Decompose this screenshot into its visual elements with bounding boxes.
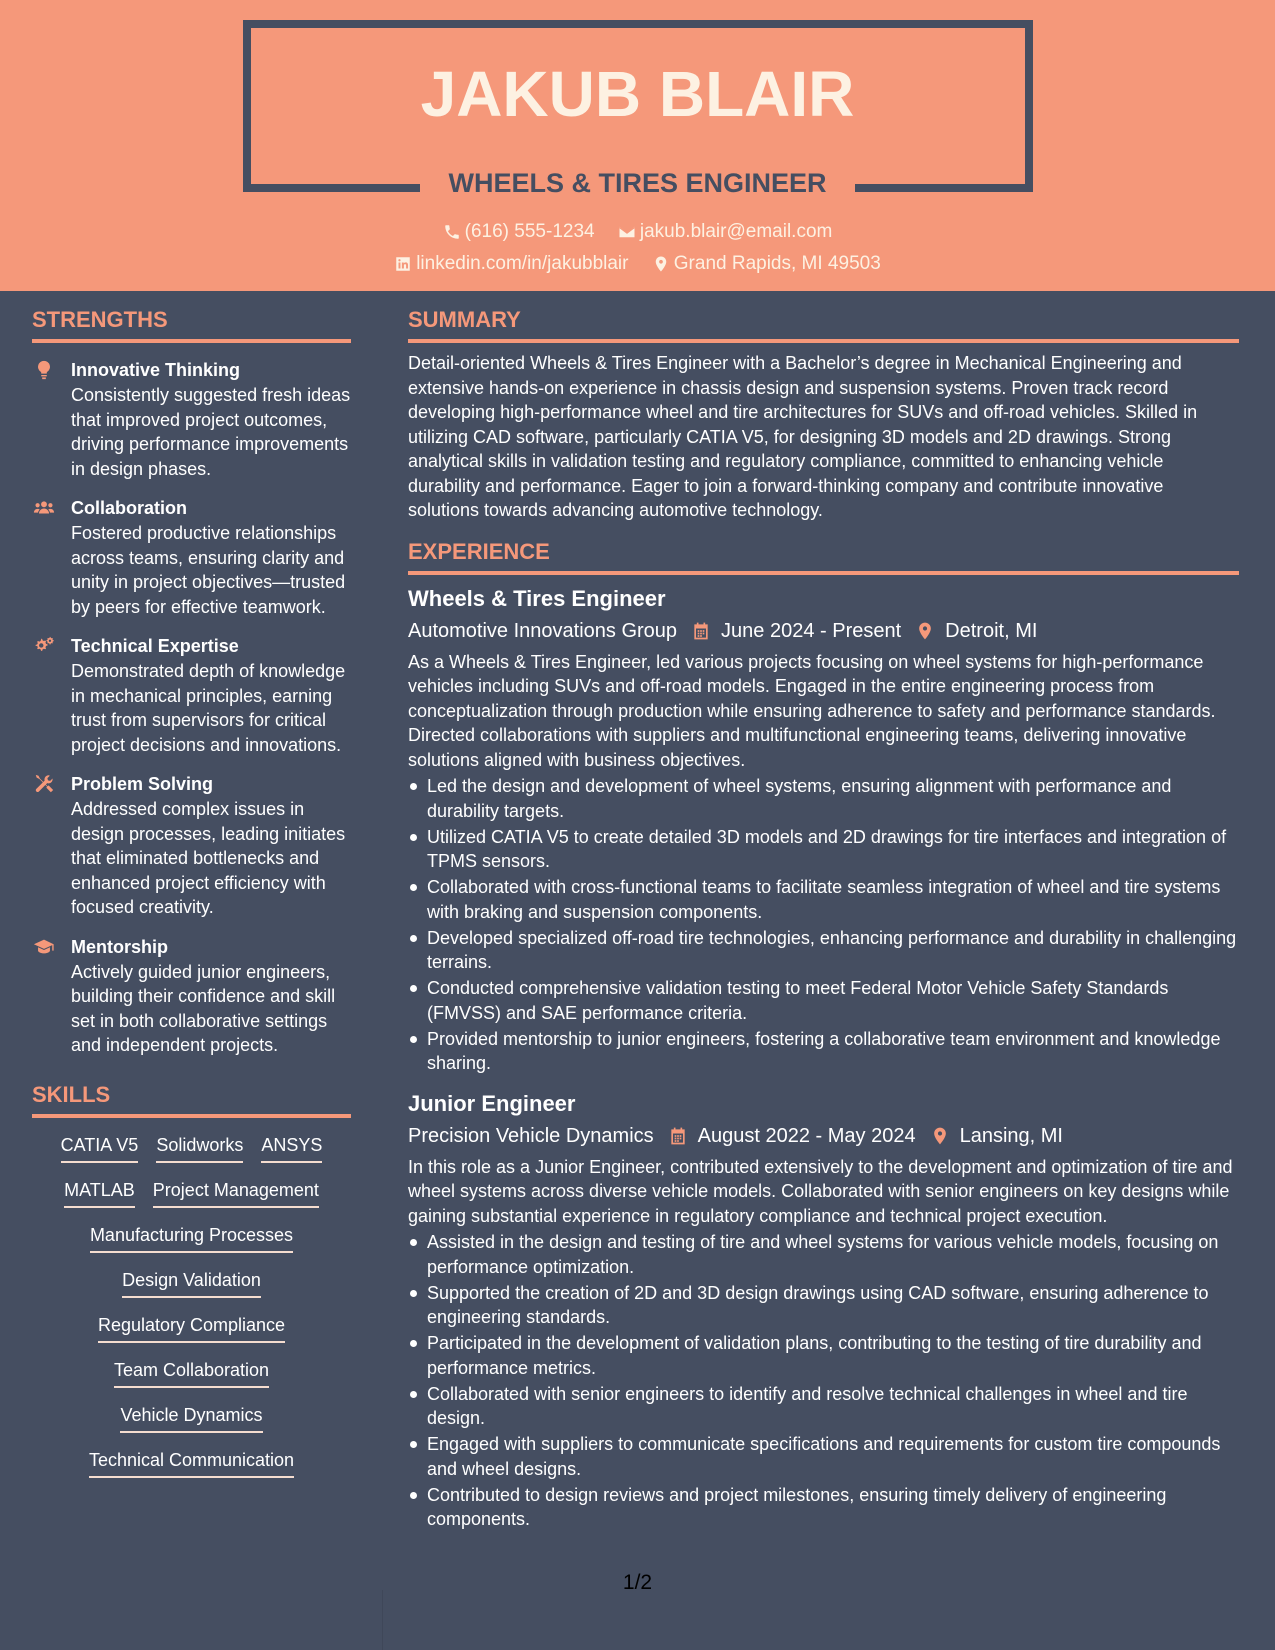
strength-item bbox=[32, 771, 351, 920]
candidate-name: JAKUB BLAIR bbox=[420, 58, 855, 130]
strength-title: Technical Expertise bbox=[71, 636, 239, 656]
job-bullets bbox=[408, 1230, 1239, 1532]
job-location: Detroit, MI bbox=[945, 619, 1038, 642]
phone-text: (616) 555-1234 bbox=[464, 221, 595, 242]
strength-description: Addressed complex issues in design processes, leading initiates that eliminated bottlenecks and enhanced project efficiency with focused creativity. bbox=[71, 799, 346, 917]
linkedin-text: linkedin.com/in/jakubblair bbox=[416, 253, 629, 274]
skill-tag: CATIA V5 bbox=[61, 1132, 139, 1163]
resume-header bbox=[0, 0, 1275, 291]
skill-row bbox=[32, 1312, 351, 1357]
strength-item bbox=[32, 357, 351, 481]
skill-row bbox=[32, 1447, 351, 1492]
experience-heading: EXPERIENCE bbox=[408, 537, 1239, 575]
contact-row-1 bbox=[0, 219, 1275, 249]
lightbulb-icon bbox=[32, 359, 56, 381]
list-item: Supported the creation of 2D and 3D design drawings using CAD software, ensuring adherence to engineering standards. bbox=[408, 1281, 1239, 1330]
skills-list bbox=[32, 1132, 351, 1492]
skill-tag: Project Management bbox=[153, 1177, 319, 1208]
skill-tag: Regulatory Compliance bbox=[98, 1312, 285, 1343]
skill-tag: Solidworks bbox=[156, 1132, 243, 1163]
page-number: 1/2 bbox=[622, 1571, 653, 1594]
list-item: Conducted comprehensive validation testing to meet Federal Motor Vehicle Safety Standards (FMVSS) and SAE performance criteria. bbox=[408, 976, 1239, 1025]
skill-tag: Team Collaboration bbox=[114, 1357, 269, 1388]
job-meta bbox=[408, 1121, 1239, 1151]
job-dates: August 2022 - May 2024 bbox=[697, 1124, 916, 1147]
map-pin-icon bbox=[652, 255, 670, 273]
job-description: In this role as a Junior Engineer, contributed extensively to the development and optimization of tire and wheel systems across diverse vehicle models. Collaborated with senior engineers on key designs while gaining substantial experience in regulatory compliance and technical project execution. bbox=[408, 1156, 1233, 1226]
list-item: Engaged with suppliers to communicate specifications and requirements for custom tire compounds and wheel designs. bbox=[408, 1432, 1239, 1481]
job-description: As a Wheels & Tires Engineer, led various projects focusing on wheel systems for high-performance vehicles including SUVs and off-road models. Engaged in the entire engineering process from conceptualization through production while ensuring adherence to safety and performance standards. Directed collaborations with suppliers and multifunctional engineering teams, delivering innovative solutions aligned with business objectives. bbox=[408, 651, 1216, 770]
job-company: Automotive Innovations Group bbox=[408, 619, 678, 642]
job-dates: June 2024 - Present bbox=[721, 619, 902, 642]
contact-linkedin[interactable] bbox=[394, 251, 628, 277]
list-item: Assisted in the design and testing of tire and wheel systems for various vehicle models, focusing on performance optimization. bbox=[408, 1230, 1239, 1279]
skill-tag: MATLAB bbox=[64, 1177, 135, 1208]
skill-tag: Manufacturing Processes bbox=[90, 1222, 293, 1253]
strength-description: Demonstrated depth of knowledge in mechanical principles, earning trust from supervisors for critical project decisions and innovations. bbox=[71, 661, 346, 755]
contact-location bbox=[652, 251, 881, 277]
location-text: Grand Rapids, MI 49503 bbox=[673, 253, 881, 274]
skill-tag: Technical Communication bbox=[89, 1447, 294, 1478]
left-column bbox=[32, 305, 351, 1492]
skill-tag: Vehicle Dynamics bbox=[120, 1402, 262, 1433]
job-bullets bbox=[408, 774, 1239, 1076]
skill-row bbox=[32, 1357, 351, 1402]
strength-description: Consistently suggested fresh ideas that improved project outcomes, driving performance improvements in design phases. bbox=[71, 385, 351, 479]
list-item: Led the design and development of wheel systems, ensuring alignment with performance and durability targets. bbox=[408, 774, 1239, 823]
job-role: Wheels & Tires Engineer bbox=[408, 585, 666, 611]
users-icon bbox=[32, 497, 56, 519]
list-item: Collaborated with cross-functional teams to facilitate seamless integration of wheel and tire systems with braking and suspension components. bbox=[408, 875, 1239, 924]
right-column bbox=[408, 305, 1239, 1533]
skill-row bbox=[32, 1267, 351, 1312]
strength-title: Mentorship bbox=[71, 936, 168, 957]
strength-title: Collaboration bbox=[71, 498, 187, 518]
skill-row bbox=[32, 1177, 351, 1222]
job-entry bbox=[408, 583, 1239, 1076]
list-item: Utilized CATIA V5 to create detailed 3D models and 2D drawings for tire interfaces and integration of TPMS sensors. bbox=[408, 825, 1239, 874]
list-item: Contributed to design reviews and project milestones, ensuring timely delivery of engineering components. bbox=[408, 1483, 1239, 1532]
gears-icon bbox=[32, 635, 56, 657]
strength-title: Problem Solving bbox=[71, 774, 214, 794]
contact-row-2 bbox=[0, 251, 1275, 281]
job-meta bbox=[408, 616, 1239, 646]
strength-title: Innovative Thinking bbox=[71, 360, 241, 380]
summary-heading: SUMMARY bbox=[408, 305, 1239, 343]
skill-tag: Design Validation bbox=[122, 1267, 261, 1298]
calendar-icon bbox=[668, 1126, 688, 1146]
strength-description: Actively guided junior engineers, building their confidence and skill set in both collaborative settings and independent projects. bbox=[71, 961, 336, 1055]
skill-row bbox=[32, 1222, 351, 1267]
list-item: Participated in the development of validation plans, contributing to the testing of tire durability and performance metrics. bbox=[408, 1331, 1239, 1380]
job-title: WHEELS & TIRES ENGINEER bbox=[448, 168, 827, 198]
contact-phone[interactable] bbox=[443, 219, 595, 245]
calendar-icon bbox=[691, 621, 711, 641]
job-company: Precision Vehicle Dynamics bbox=[408, 1124, 654, 1147]
list-item: Developed specialized off-road tire technologies, enhancing performance and durability in challenging terrains. bbox=[408, 926, 1239, 975]
strength-item bbox=[32, 495, 351, 619]
graduation-cap-icon bbox=[32, 936, 56, 958]
list-item: Collaborated with senior engineers to identify and resolve technical challenges in wheel and tire design. bbox=[408, 1382, 1239, 1431]
strengths-heading: STRENGTHS bbox=[32, 305, 351, 343]
column-divider bbox=[382, 1590, 383, 1650]
map-pin-icon bbox=[930, 1126, 950, 1146]
job-location: Lansing, MI bbox=[959, 1124, 1063, 1147]
skills-heading: SKILLS bbox=[32, 1080, 351, 1118]
skill-tag: ANSYS bbox=[261, 1132, 322, 1163]
tools-icon bbox=[32, 773, 56, 795]
envelope-icon bbox=[618, 223, 636, 241]
email-text: jakub.blair@email.com bbox=[639, 221, 833, 242]
strength-item bbox=[32, 633, 351, 757]
linkedin-icon bbox=[394, 255, 412, 273]
skill-row bbox=[32, 1132, 351, 1177]
phone-icon bbox=[443, 223, 461, 241]
contact-email[interactable] bbox=[618, 219, 832, 245]
map-pin-icon bbox=[915, 621, 935, 641]
job-role: Junior Engineer bbox=[408, 1090, 576, 1116]
skill-row bbox=[32, 1402, 351, 1447]
list-item: Provided mentorship to junior engineers, fostering a collaborative team environment and knowledge sharing. bbox=[408, 1027, 1239, 1076]
job-entry bbox=[408, 1088, 1239, 1532]
strength-description: Fostered productive relationships across teams, ensuring clarity and unity in project objectives—trusted by peers for effective teamwork. bbox=[71, 523, 346, 617]
strength-item bbox=[32, 934, 351, 1058]
summary-text: Detail-oriented Wheels & Tires Engineer with a Bachelor’s degree in Mechanical Engineering and extensive hands-on experience in chassis design and suspension systems. Proven track record developing high-performance wheel and tire architectures for SUVs and off-road vehicles. Skilled in utilizing CAD software, particularly CATIA V5, for designing 3D models and 2D drawings. Strong analytical skills in validation testing and regulatory compliance, committed to enhancing vehicle durability and performance. Eager to join a forward-thinking company and contribute innovative solutions towards advancing automotive technology. bbox=[408, 353, 1198, 520]
